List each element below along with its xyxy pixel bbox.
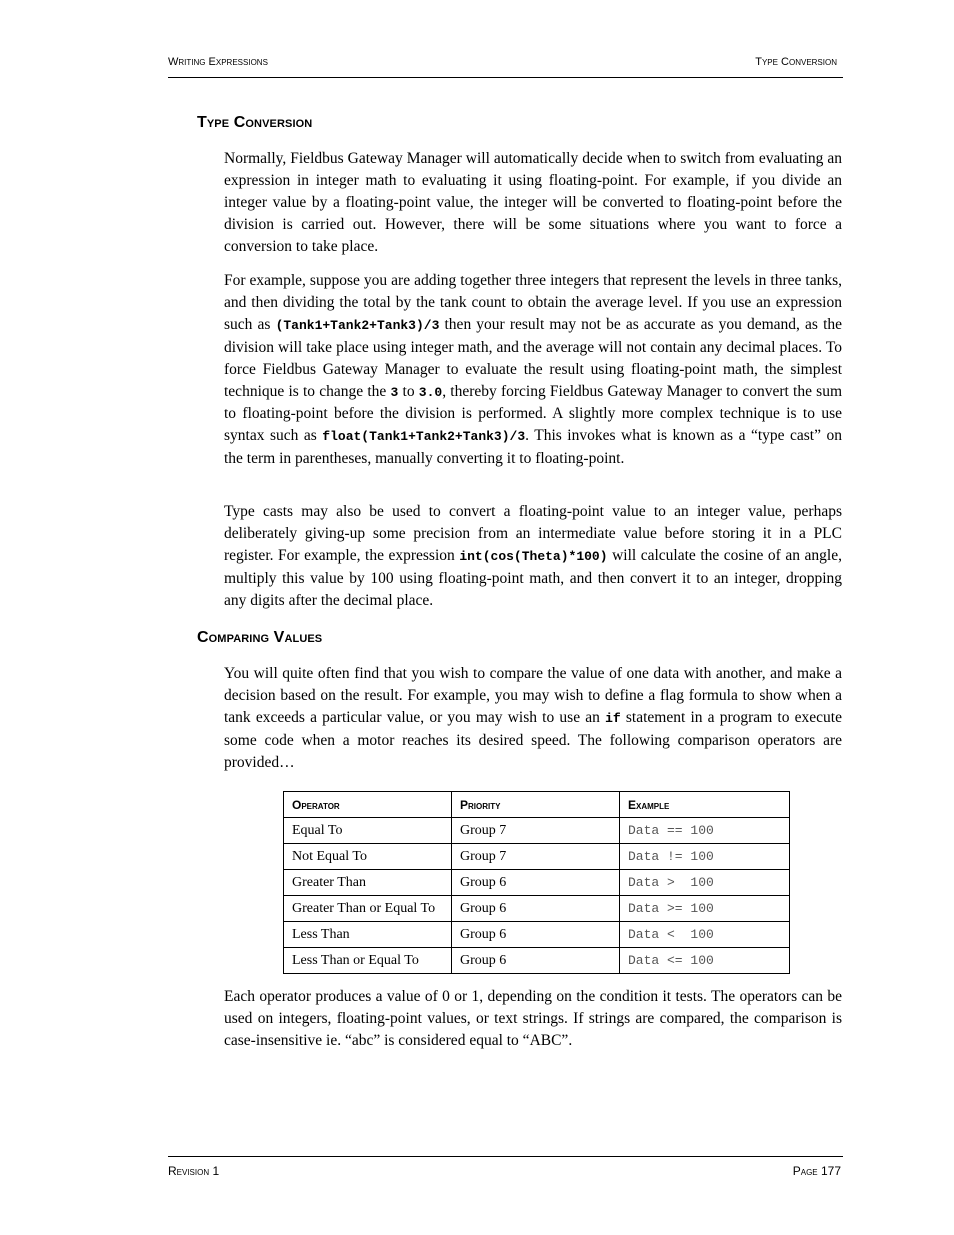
text-run: For example, suppose you are adding together three integers that represent the levels in three tanks, and then dividing the total by the tank count to obtain the average level. If you use an expression such as [224,272,842,333]
table-row [284,896,790,922]
code-expression: float(Tank1+Tank2+Tank3)/3 [322,429,526,445]
paragraph-type-conversion-intro: Normally, Fieldbus Gateway Manager will automatically decide when to switch from evaluating an expression in integer math to evaluating it using floating-point. For example, if you divide an integer value by a floating-point value, the integer will be converted to floating-point before the division is carried out. However, there will be some situations where you want to force a conversion to take place. [224,150,842,255]
code-keyword: if [605,710,621,726]
table-header-row [284,792,790,818]
priority-cell: Group 6 [452,896,620,922]
table-row [284,844,790,870]
operator-cell: Greater Than [284,870,452,896]
paragraph-type-conversion-example [224,270,842,470]
footer-revision: Revision 1 [168,1164,220,1178]
code-literal: 3.0 [418,384,443,400]
operator-cell: Less Than or Equal To [284,948,452,974]
table-row [284,818,790,844]
example-cell: Data == 100 [620,818,790,844]
text-run: to [398,382,419,400]
text-run: Type casts may also be used to convert a floating-point value to an integer value, perhaps deliberately giving-up some precision from an intermediate value before storing it in a PLC register. For example, the expression [224,503,842,564]
operator-cell: Greater Than or Equal To [284,896,452,922]
priority-cell: Group 6 [452,870,620,896]
priority-cell: Group 6 [452,922,620,948]
paragraph-operators-summary: Each operator produces a value of 0 or 1, depending on the condition it tests. The operators can be used on integers, floating-point values, or text strings. If strings are compared, the comparison is case-insensitive ie. “abc” is considered equal to “ABC”. [224,988,842,1049]
page-header [168,56,843,78]
text-run: , thereby forcing Fieldbus Gateway Manager to convert the sum to floating-point before the division is performed. A slightly more complex technique is to use syntax such as [224,382,842,445]
column-header-operator: Operator [284,792,452,818]
example-cell: Data < 100 [620,922,790,948]
footer-page-number: Page 177 [792,1164,841,1178]
priority-cell: Group 7 [452,818,620,844]
text-run: . This invokes what is known as a “type cast” on the term in parentheses, manually converting it to floating-point. [224,427,842,468]
priority-cell: Group 7 [452,844,620,870]
example-cell: Data != 100 [620,844,790,870]
paragraph-comparing-intro [224,663,842,774]
header-section: Type Conversion [755,56,837,68]
column-header-priority: Priority [452,792,620,818]
operator-cell: Equal To [284,818,452,844]
text-run: You will quite often find that you wish to compare the value of one data with another, and make a decision based on the result. For example, you may wish to define a flag formula to show when a tank exceeds a particular value, or you may wish to use an [224,665,842,726]
example-cell: Data <= 100 [620,948,790,974]
example-cell: Data > 100 [620,870,790,896]
code-expression: int(cos(Theta)*100) [459,548,608,564]
paragraph-type-cast [224,501,842,612]
operator-cell: Not Equal To [284,844,452,870]
operator-cell: Less Than [284,922,452,948]
header-chapter: Writing Expressions [168,56,268,68]
text-run: statement in a program to execute some code when a motor reaches its desired speed. The following comparison operators are provided… [224,708,842,771]
comparison-operators-table [283,791,790,974]
example-cell: Data >= 100 [620,896,790,922]
table-row [284,870,790,896]
table-row [284,922,790,948]
page-footer [168,1156,843,1178]
column-header-example: Example [620,792,790,818]
code-expression: (Tank1+Tank2+Tank3)/3 [275,317,440,333]
section-title-type-conversion: Type Conversion [197,114,313,131]
table-row [284,948,790,974]
text-run: then your result may not be as accurate as you demand, as the division will take place using integer math, and the average will not contain any decimal places. To force Fieldbus Gateway Manager to evaluate the result using floating-point math, the simplest technique is to change the [224,315,843,400]
code-literal: 3 [390,384,399,400]
text-run: will calculate the cosine of an angle, multiply this value by 100 using floating-point math, and then convert it to an integer, dropping any digits after the decimal place. [224,546,842,609]
section-title-comparing-values: Comparing Values [197,629,323,646]
priority-cell: Group 6 [452,948,620,974]
